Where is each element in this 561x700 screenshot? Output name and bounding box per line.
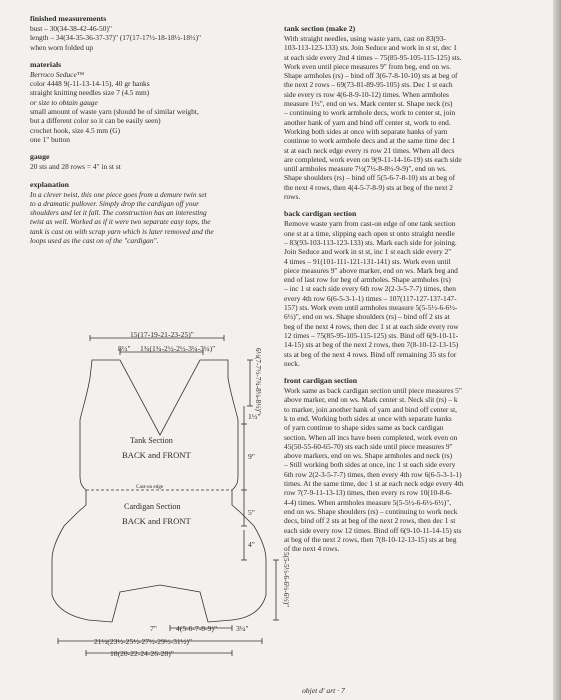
back-line: 14-15) sts at beg of the next 2 rows, then 7(8-10-12-13-15) bbox=[284, 340, 459, 350]
label-five: 5" bbox=[248, 508, 255, 517]
front-line: 4-4) times. When armholes measure 5(5-5½-6-6½-6½)", bbox=[284, 497, 452, 507]
front-line: each side every row 12 times. Bind off 6(9-10-11-14-15) sts bbox=[284, 525, 462, 535]
tank-line: another hank of yarn and bind off center st, work to end. bbox=[284, 117, 451, 127]
tank-line: are completed, work even on 9(9-11-14-16-19) sts each side bbox=[284, 154, 462, 164]
explanation-line: In a clever twist, this one piece goes from a demure twin set bbox=[30, 189, 207, 199]
front-line: at beg of the next 2 rows, then 7(8-10-12-13-15) sts at beg bbox=[284, 534, 457, 544]
materials-line: or size to obtain gauge bbox=[30, 97, 98, 107]
materials-section bbox=[30, 60, 258, 144]
front-line: above markers, end on ws. Shape armholes and neck (rs) bbox=[284, 451, 453, 461]
front-line: decs, bind off 2 sts at beg of the next 2 rows, then dec 1 st bbox=[284, 516, 456, 526]
label-top-width: 15(17-19-21-23-25)" bbox=[130, 330, 194, 339]
back-cardigan-instructions bbox=[284, 209, 509, 368]
tank-line: st each side every 2nd 4 times – 75(85-95-105-115-125) sts. bbox=[284, 52, 462, 62]
front-line: row 7(7-9-11-13-13) times, then every rs row 10(10-8-6- bbox=[284, 488, 453, 498]
label-four-part: 4(5-6-7-8-9)" bbox=[176, 624, 218, 633]
explanation-line: tank is cast on with scrap yarn which is later removed and the bbox=[30, 226, 214, 236]
left-column bbox=[30, 14, 258, 253]
label-bottom-width2: 18(20-22-24-26-28)" bbox=[110, 649, 174, 658]
label-right-bottom-vertical: 5(5-5½-6-6½-6½)" bbox=[282, 552, 290, 608]
label-neck-right: 1¾(1¾-2½-2½-3¼-3¼)" bbox=[140, 344, 216, 353]
back-line: beg of the next 4 rows, then dec 1 st at each side every row bbox=[284, 321, 459, 331]
back-line: one st at a time, slipping each open st onto straight needle bbox=[284, 228, 455, 238]
back-line: Remove waste yarn from cast-on edge of one tank section bbox=[284, 219, 456, 229]
page-footer: objet d' art · 7 bbox=[302, 686, 345, 695]
label-right-top-vertical: 6½(7-7½-7¾-8¼-8½)" bbox=[254, 348, 262, 414]
tank-line: Shape armholes (rs) – bind off 3(6-7-8-10-10) sts at beg of bbox=[284, 71, 458, 81]
gauge-section bbox=[30, 152, 258, 171]
back-line: sts at beg of the next 4 rows. Bind off remaining 35 sts for bbox=[284, 349, 457, 359]
explanation-line: to a dramatic pullover. Simply drop the cardigan off your bbox=[30, 198, 200, 208]
front-line: Work same as back cardigan section until piece measures 5" bbox=[284, 386, 462, 396]
tank-line: Working both sides at once with separate hanks of yarn bbox=[284, 126, 448, 136]
back-line: 4 times – 91(101-111-121-131-141) sts. Work even until bbox=[284, 256, 451, 266]
label-cardigan-section: Cardigan Section bbox=[124, 502, 181, 511]
front-line: of the next 4 rows. bbox=[284, 544, 340, 554]
label-tank-sub: BACK and FRONT bbox=[122, 450, 191, 460]
materials-line: crochet hook, size 4.5 mm (G) bbox=[30, 125, 121, 135]
finished-measurements-section bbox=[30, 14, 258, 52]
garment-outline bbox=[52, 360, 266, 622]
back-line: every 4th row 6(6-5-3-1-1) times – 107(117-127-137-147- bbox=[284, 293, 457, 303]
explanation-line: twist as well. Worked as if it were two separate easy tops, the bbox=[30, 217, 211, 227]
materials-line: small amount of waste yarn (should be of similar weight, bbox=[30, 107, 199, 117]
tank-section-instructions bbox=[284, 24, 509, 201]
gauge-line: 20 sts and 28 rows = 4" in st st bbox=[30, 162, 121, 172]
tank-line: side every rs row 4(6-8-9-10-12) times. When armholes bbox=[284, 89, 449, 99]
front-heading: front cardigan section bbox=[284, 376, 358, 386]
yarn-brand: Berroco Seduce™ bbox=[30, 69, 84, 79]
gauge-heading: gauge bbox=[30, 152, 50, 162]
label-seven: 7" bbox=[150, 624, 157, 633]
back-line: 157) sts. Work even until armholes measure 5(5-5½-6-6½- bbox=[284, 303, 458, 313]
tank-line: – continuing to work armhole decs, work to center st, join bbox=[284, 108, 456, 118]
tank-heading: tank section (make 2) bbox=[284, 24, 356, 33]
front-line: section. When all incs have been completed, work even on bbox=[284, 432, 458, 442]
explanation-line: loops used as the cast on of the "cardigan". bbox=[30, 236, 159, 246]
back-line: end of last row for beg of armholes. Shape armholes (rs) bbox=[284, 275, 451, 285]
tank-line: until armholes measure 7½(7½-8-8½-9-9)", end on ws. bbox=[284, 164, 447, 174]
back-line: 12 times – 75(85-95-105-115-125) sts. Bind off 6(9-10-11- bbox=[284, 330, 459, 340]
label-one-half: 1½" bbox=[248, 412, 261, 421]
finished-heading: finished measurements bbox=[30, 14, 107, 23]
explanation-line: shoulders and let it fall. The construction has an interesting bbox=[30, 208, 207, 218]
label-four: 4" bbox=[248, 540, 255, 549]
page-spine-shadow bbox=[553, 0, 561, 700]
front-line: of yarn continue to shape sides same as back cardigan bbox=[284, 423, 444, 433]
label-neck-left: 8½" bbox=[118, 344, 131, 353]
front-cardigan-instructions bbox=[284, 376, 509, 553]
tank-line: 103-113-123-133) sts. Join Seduce and work in st st, dec 1 bbox=[284, 43, 457, 53]
back-line: – 83(93-103-113-123-133) sts. Mark each side for joining. bbox=[284, 237, 457, 247]
back-line: piece measures 9" above marker, end on ws. Mark beg and bbox=[284, 265, 458, 275]
front-line: above marker, end on ws. Mark center st. Neck slit (rs) – k bbox=[284, 395, 458, 405]
tank-line: Shape shoulders (rs) – bind off 5(5-6-7-8-10) sts at beg of bbox=[284, 173, 456, 183]
front-line: to marker, join another hank of yarn and bind off center st, bbox=[284, 404, 457, 414]
front-line: k to end. Working both sides at once with separate hanks bbox=[284, 413, 452, 423]
front-line: times. At the same time, dec 1 st at each neck edge every 4th bbox=[284, 479, 464, 489]
front-line: 6th row 2(2-3-5-7-7) times, then every 4th row 6(6-5-3-1-1) bbox=[284, 469, 462, 479]
label-three-quarter: 3¼" bbox=[236, 624, 249, 633]
finished-line: bust – 30(34-38-42-46-50)" bbox=[30, 24, 112, 33]
explanation-section bbox=[30, 180, 258, 246]
label-cast-on: Cast-on edge bbox=[136, 484, 164, 490]
finished-line: when worn folded up bbox=[30, 42, 94, 52]
back-line: Join Seduce and work in st st, inc 1 st each side every 2" bbox=[284, 247, 452, 257]
tank-line: continue to work armhole decs and at the same time dec 1 bbox=[284, 136, 456, 146]
back-heading: back cardigan section bbox=[284, 209, 357, 219]
tank-line: With straight needles, using waste yarn, cast on 83(93- bbox=[284, 34, 446, 43]
materials-line: but a different color so it can be easily seen) bbox=[30, 116, 161, 126]
front-line: end on ws. Shape shoulders (rs) – continuing to work neck bbox=[284, 506, 458, 516]
label-tank-section: Tank Section bbox=[130, 436, 173, 445]
back-line: neck. bbox=[284, 358, 300, 368]
tank-line: measure 1½", end on ws. Mark center st. Shape neck (rs) bbox=[284, 99, 453, 109]
explanation-heading: explanation bbox=[30, 179, 69, 189]
front-line: 45(50-55-60-65-70) sts each side until piece measures 9" bbox=[284, 441, 453, 451]
tank-line: the next 2 rows – 69(73-81-89-95-105) sts. Dec 1 st each bbox=[284, 80, 453, 90]
tank-line: st at each neck edge every rs row 21 times. When all decs bbox=[284, 145, 455, 155]
right-column bbox=[284, 24, 509, 561]
tank-line: Work even until piece measures 9" from beg, end on ws. bbox=[284, 61, 452, 71]
label-cardigan-sub: BACK and FRONT bbox=[122, 516, 191, 526]
tank-line: rows. bbox=[284, 192, 301, 202]
label-bottom-width1: 21½(23½-25½-27½-29½-31½)" bbox=[94, 637, 193, 646]
materials-heading: materials bbox=[30, 59, 62, 69]
label-nine: 9" bbox=[248, 452, 255, 461]
materials-line: one 1" button bbox=[30, 134, 70, 144]
front-line: – Still working both sides at once, inc 1 st each side every bbox=[284, 460, 456, 470]
back-line: – inc 1 st each side every 6th row 2(2-3-5-7-7) times, then bbox=[284, 284, 456, 294]
back-line: 6½)", end on ws. Shape shoulders (rs) – bind off 2 sts at bbox=[284, 312, 450, 322]
materials-line: color 4448 9(-11-13-14-15), 40 gr hanks bbox=[30, 79, 150, 89]
materials-line: straight knitting needles size 7 (4.5 mm) bbox=[30, 88, 150, 98]
garment-schematic bbox=[0, 330, 300, 660]
finished-line: length – 34(34-35-36-37-37)" (17(17-17½-18-18½-18½)" bbox=[30, 33, 202, 43]
tank-line: the next 4 rows, then 4(4-5-7-8-9) sts at beg of the next 2 bbox=[284, 182, 453, 192]
